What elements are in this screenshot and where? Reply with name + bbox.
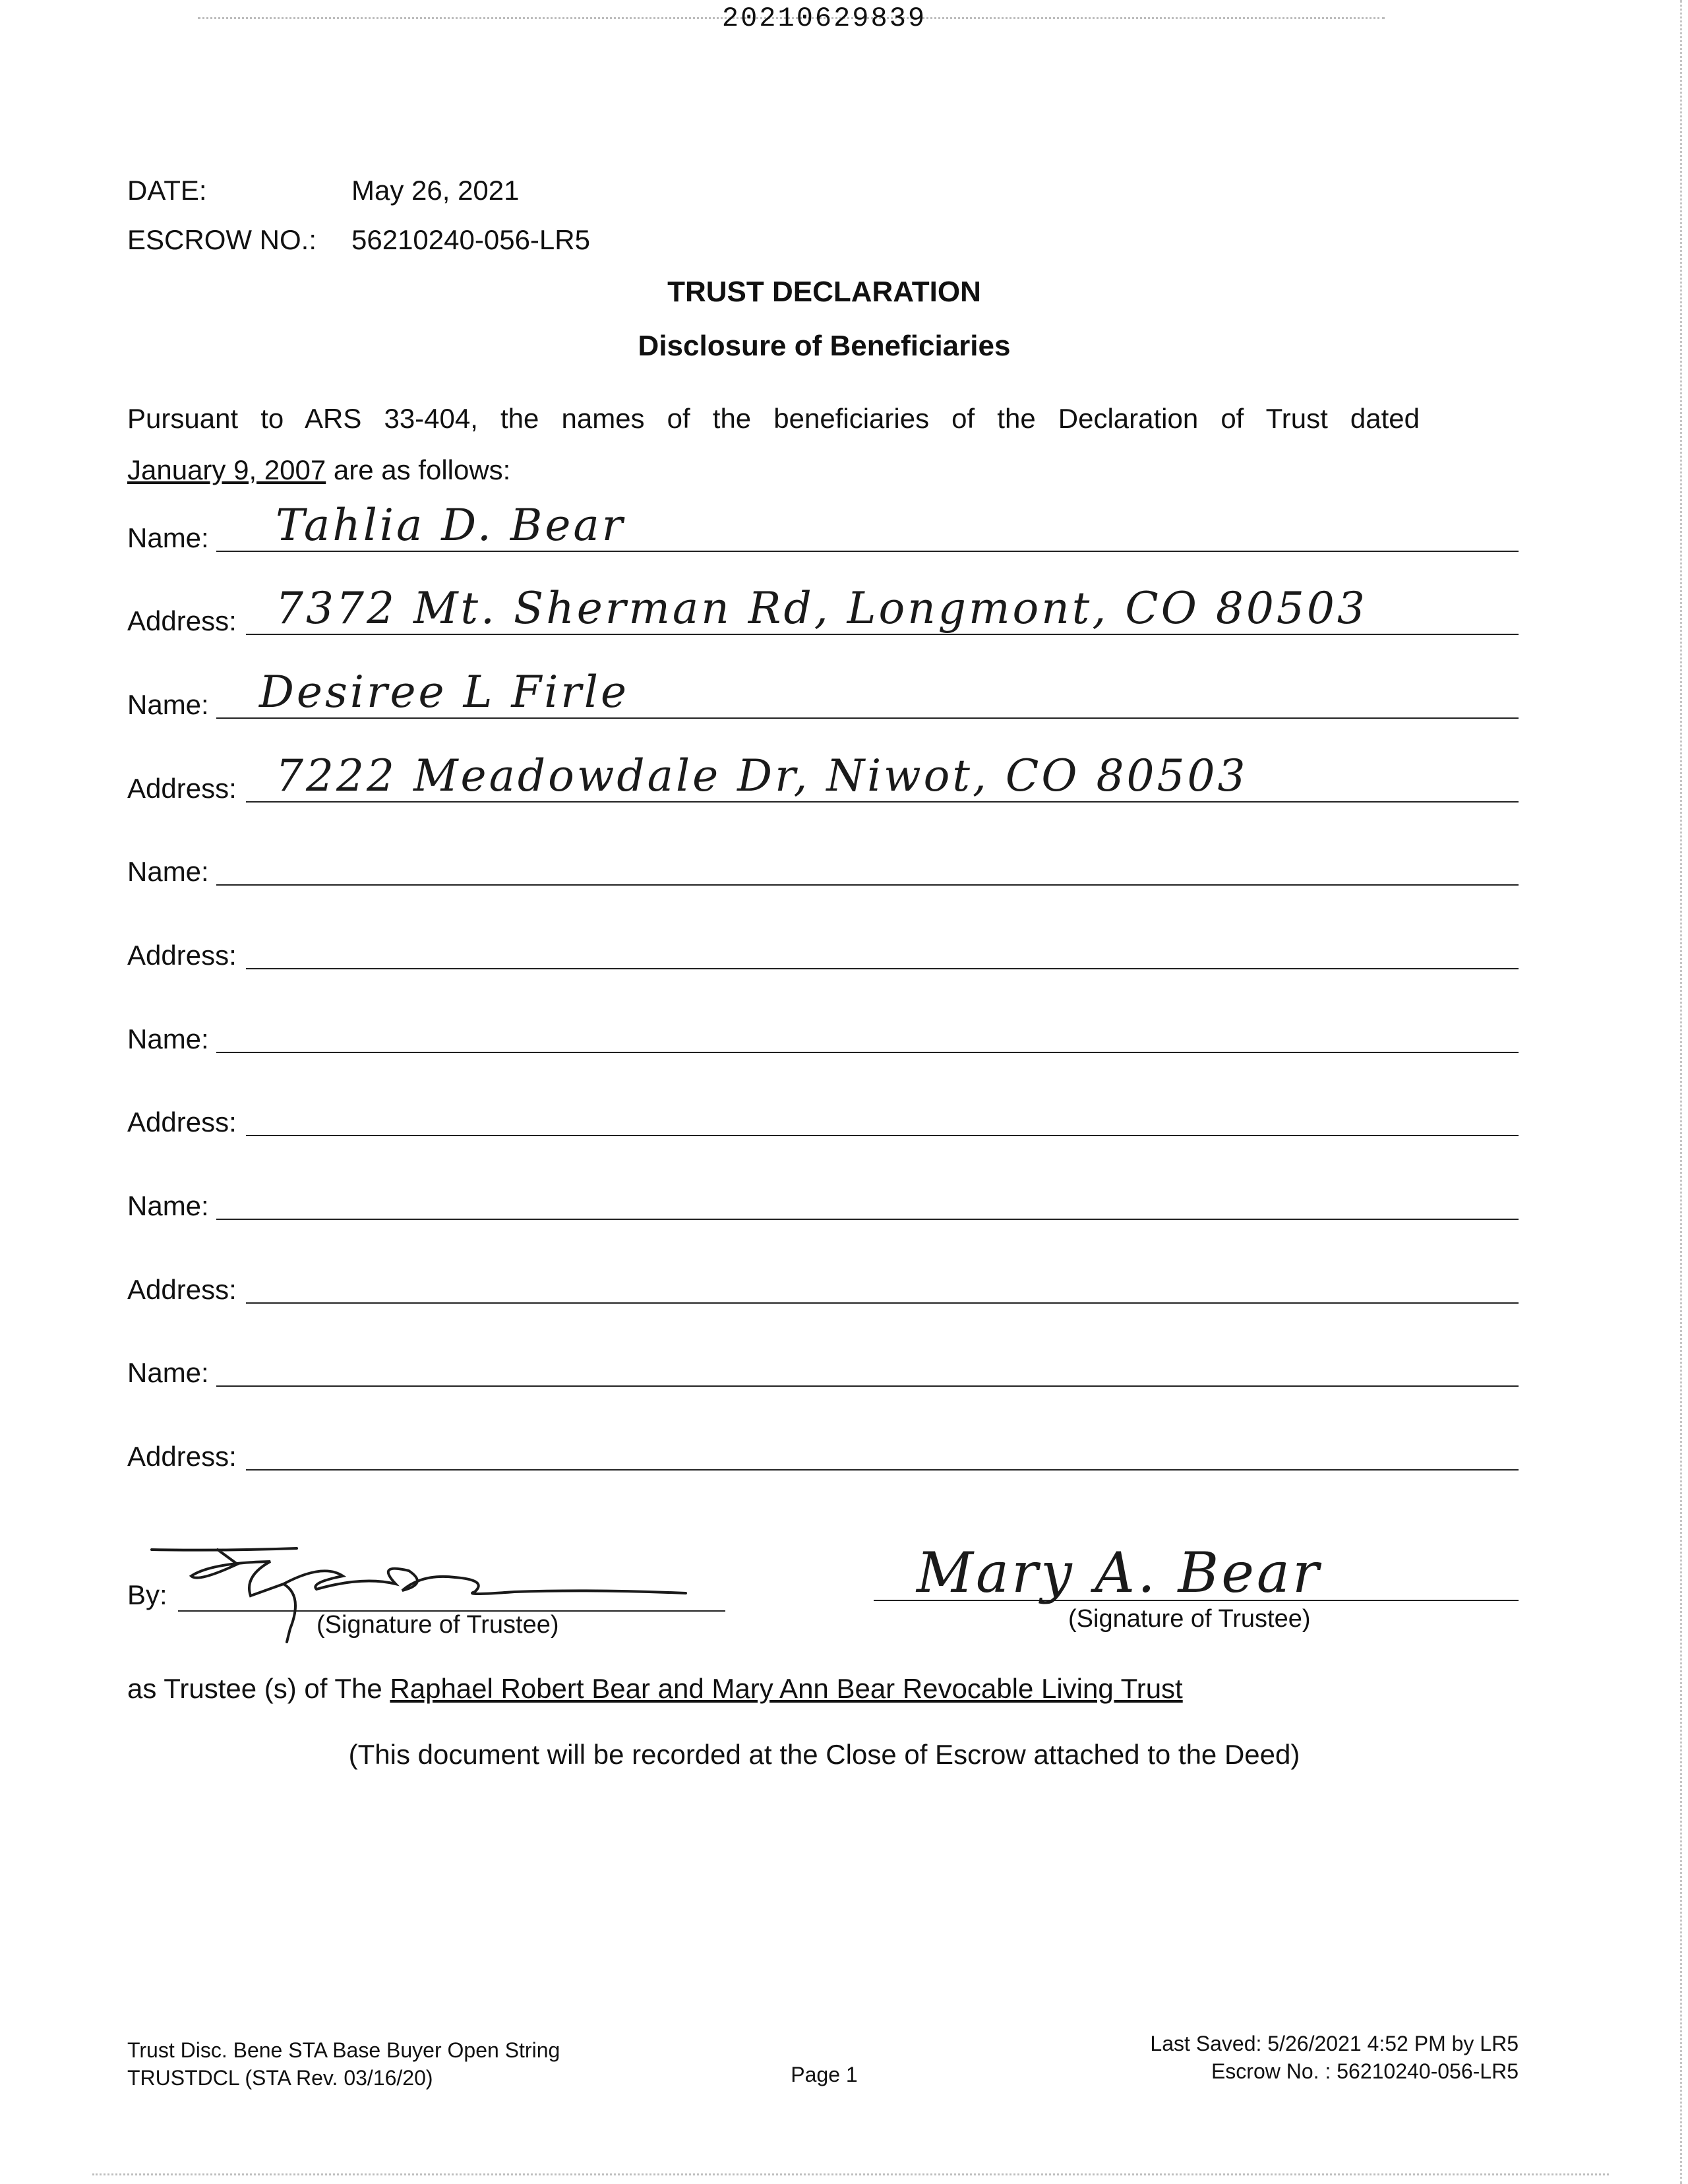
handwritten-value: Tahlia D. Bear <box>276 500 626 551</box>
field-underline <box>216 1385 1519 1387</box>
trust-date: January 9, 2007 <box>127 454 326 485</box>
field-label: Name: <box>127 689 209 720</box>
document-subtitle: Disclosure of Beneficiaries <box>638 330 1011 362</box>
field-underline <box>216 717 1519 719</box>
signature-caption-left: (Signature of Trustee) <box>316 1611 559 1639</box>
field-label: Address: <box>127 1274 237 1305</box>
field-label: Address: <box>127 605 237 636</box>
trustee-prefix: as Trustee (s) of The <box>127 1673 390 1704</box>
trust-name: Raphael Robert Bear and Mary Ann Bear Revocable Living Trust <box>390 1673 1183 1704</box>
field-underline <box>216 551 1519 552</box>
footer-form-code: TRUSTDCL (STA Rev. 03/16/20) <box>127 2066 433 2090</box>
field-underline <box>216 1052 1519 1053</box>
footer-page-number: Page 1 <box>791 2063 858 2086</box>
intro-line-2-rest: are as follows: <box>326 454 511 485</box>
date-label: DATE: <box>127 175 207 206</box>
intro-line-1: Pursuant to ARS 33-404, the names of the beneficiaries of the Declaration of Trust dated <box>127 403 1420 434</box>
escrow-row <box>127 224 590 256</box>
field-underline <box>246 801 1519 803</box>
field-label: Address: <box>127 1107 237 1138</box>
beneficiary-address-field[interactable] <box>127 750 1519 804</box>
footer-escrow-number: Escrow No. : 56210240-056-LR5 <box>1211 2059 1519 2083</box>
beneficiary-name-field[interactable] <box>127 667 1519 720</box>
field-label: Name: <box>127 522 209 553</box>
field-label: Name: <box>127 1023 209 1054</box>
handwritten-value: 7372 Mt. Sherman Rd, Longmont, CO 80503 <box>276 583 1368 634</box>
field-label: Address: <box>127 1441 237 1472</box>
field-label: Name: <box>127 1190 209 1221</box>
trustee-statement <box>127 1673 1183 1705</box>
beneficiary-address-field[interactable] <box>127 1097 1519 1136</box>
recording-note: (This document will be recorded at the Close of Escrow attached to the Deed) <box>348 1739 1300 1770</box>
field-underline <box>216 884 1519 886</box>
beneficiary-name-field[interactable] <box>127 500 1519 553</box>
escrow-value: 56210240-056-LR5 <box>351 224 590 255</box>
beneficiary-address-field[interactable] <box>127 930 1519 969</box>
field-label: Name: <box>127 856 209 887</box>
field-underline <box>246 1302 1519 1304</box>
beneficiary-name-field[interactable] <box>127 1014 1519 1053</box>
field-underline <box>246 634 1519 635</box>
date-value: May 26, 2021 <box>351 175 520 206</box>
beneficiary-name-field[interactable] <box>127 1347 1519 1387</box>
date-row <box>127 175 520 206</box>
field-underline <box>246 1469 1519 1471</box>
beneficiary-address-field[interactable] <box>127 583 1519 636</box>
beneficiary-address-field[interactable] <box>127 1431 1519 1471</box>
by-label: By: <box>127 1579 167 1610</box>
scan-artifact-bottom <box>92 2173 1609 2177</box>
field-label: Address: <box>127 940 237 971</box>
field-label: Name: <box>127 1357 209 1388</box>
recording-number: 20210629839 <box>721 3 927 34</box>
field-underline <box>246 1135 1519 1136</box>
footer-last-saved: Last Saved: 5/26/2021 4:52 PM by LR5 <box>1150 2032 1519 2055</box>
escrow-label: ESCROW NO.: <box>127 224 317 255</box>
scan-artifact-right <box>1680 0 1684 2184</box>
document-title: TRUST DECLARATION <box>667 276 981 308</box>
beneficiary-address-field[interactable] <box>127 1264 1519 1304</box>
handwritten-value: Desiree L Firle <box>259 667 630 717</box>
field-underline <box>246 968 1519 969</box>
footer-form-name: Trust Disc. Bene STA Base Buyer Open String <box>127 2038 560 2062</box>
beneficiary-name-field[interactable] <box>127 1180 1519 1220</box>
signature-caption-right: (Signature of Trustee) <box>1068 1605 1311 1633</box>
footer-right <box>1055 2030 1519 2085</box>
beneficiary-name-field[interactable] <box>127 846 1519 886</box>
field-label: Address: <box>127 773 237 804</box>
field-underline <box>216 1219 1519 1220</box>
handwritten-value: 7222 Meadowdale Dr, Niwot, CO 80503 <box>276 750 1248 801</box>
intro-paragraph <box>127 393 1420 496</box>
trustee-signature-right: Mary A. Bear <box>917 1540 1322 1605</box>
